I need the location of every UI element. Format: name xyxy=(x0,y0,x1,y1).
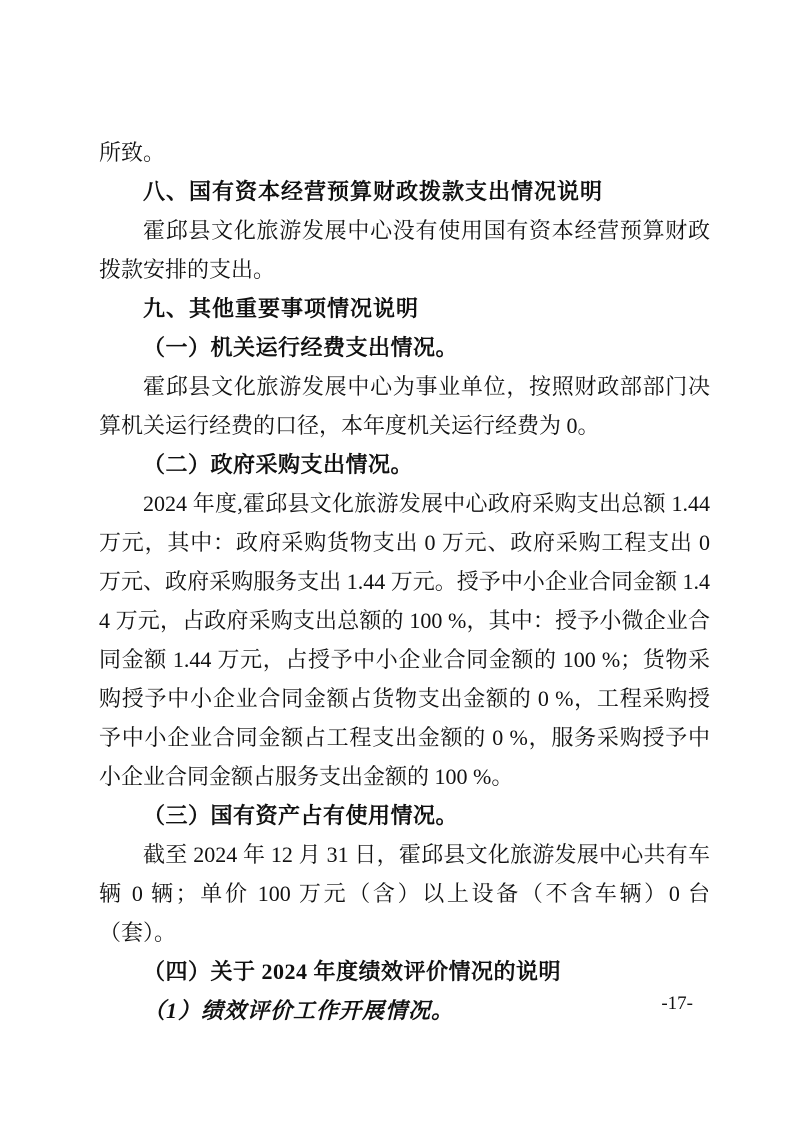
paragraph-state-assets: 截至 2024 年 12 月 31 日，霍邱县文化旅游发展中心共有车辆 0 辆；单价 100 万元（含）以上设备（不含车辆）0 台（套）。 xyxy=(99,842,710,945)
subsection-heading-1: （一）机关运行经费支出情况。 xyxy=(143,335,459,360)
page-number: -17- xyxy=(661,993,693,1014)
subsection-heading-4: （四）关于 2024 年度绩效评价情况的说明 xyxy=(143,959,562,984)
subsubsection-heading-1: （1）绩效评价工作开展情况。 xyxy=(143,998,455,1023)
paragraph-state-capital: 霍邱县文化旅游发展中心没有使用国有资本经营预算财政拨款安排的支出。 xyxy=(99,218,710,282)
paragraph-continuation: 所致。 xyxy=(99,140,166,165)
paragraph-operating-expense: 霍邱县文化旅游发展中心为事业单位，按照财政部部门决算机关运行经费的口径，本年度机关运行经费为 0。 xyxy=(99,374,710,438)
section-heading-9: 九、其他重要事项情况说明 xyxy=(143,296,420,321)
section-heading-8: 八、国有资本经营预算财政拨款支出情况说明 xyxy=(143,179,604,204)
subsection-heading-2: （二）政府采购支出情况。 xyxy=(143,452,414,477)
paragraph-government-procurement: 2024 年度,霍邱县文化旅游发展中心政府采购支出总额 1.44 万元，其中：政府采购货物支出 0 万元、政府采购工程支出 0 万元、政府采购服务支出 1.44 万元。授予中小企业合同金额 1.44 万元，占政府采购支出总额的 100 %，其中：授予小微企业合同金额 1.44 万元，占授予中小企业合同金额的 100 %；货物采购授予中小企业合同金额占货物支出金额的 0 %，工程采购授予中小企业合同金额占工程支出金额的 0 %，服务采购授予中小企业合同金额占服务支出金额的 100 %。 xyxy=(99,491,710,789)
subsection-heading-3: （三）国有资产占有使用情况。 xyxy=(143,803,459,828)
